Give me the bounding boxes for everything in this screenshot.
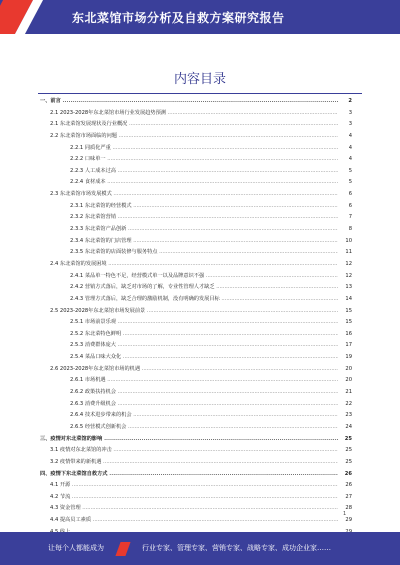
toc-entry[interactable] <box>40 422 352 434</box>
toc-entry-page: 26 <box>344 469 352 481</box>
toc-entry-page: 13 <box>344 282 352 294</box>
toc-entry-page: 7 <box>348 212 352 224</box>
toc-entry[interactable] <box>40 189 352 201</box>
toc-entry-label: 一、前言 ..... <box>40 96 338 108</box>
toc-entry[interactable] <box>40 294 352 306</box>
toc-entry[interactable] <box>40 224 352 236</box>
toc-entry-label: 2.2.4 食材成本 ..... <box>70 177 338 189</box>
toc-entry-page: 3 <box>348 108 352 120</box>
toc-entry[interactable] <box>40 340 352 352</box>
toc-entry-page: 4 <box>348 143 352 155</box>
toc-entry-label: 3.1 疫情对东北菜馆的冲击 ..... <box>50 445 338 457</box>
toc-entry[interactable] <box>40 154 352 166</box>
toc-entry-label: 2.2.2 口味单一 ..... <box>70 154 338 166</box>
toc-entry-page: 11 <box>344 247 352 259</box>
toc-entry[interactable] <box>40 306 352 318</box>
footer-slogan-right: 行业专家、管理专家、营销专家、战略专家、成功企业家…… <box>142 544 331 552</box>
toc-entry-page: 20 <box>344 375 352 387</box>
toc-entry-page: 27 <box>344 492 352 504</box>
toc-entry[interactable] <box>40 108 352 120</box>
toc-entry-page: 25 <box>344 457 352 469</box>
toc-entry[interactable] <box>40 480 352 492</box>
toc-entry-label: 2.3.4 东北菜馆的门店管理 ..... <box>70 236 338 248</box>
toc-entry-label: 4.4 提高员工素质 ..... <box>50 515 338 527</box>
document-title: 东北菜馆市场分析及自救方案研究报告 <box>72 11 285 25</box>
toc-entry-page: 14 <box>344 294 352 306</box>
toc-entry-label: 2.5.2 东北菜特色鲜明 ..... <box>70 329 338 341</box>
toc-entry[interactable] <box>40 457 352 469</box>
toc-divider <box>38 93 362 94</box>
toc-entry[interactable] <box>40 236 352 248</box>
toc-entry-page: 29 <box>344 515 352 527</box>
toc-entry[interactable] <box>40 317 352 329</box>
toc-entry[interactable] <box>40 364 352 376</box>
toc-entry-label: 2.6.3 消费升级机会 ..... <box>70 399 338 411</box>
toc-entry-label: 4.2 节流 ..... <box>50 492 338 504</box>
toc-entry-label: 2.1 2023-2028年东北菜馆市场行业发展趋势预测 ..... <box>50 108 338 120</box>
toc-entry-label: 2.5.4 菜品口味大众化 ..... <box>70 352 338 364</box>
toc-entry[interactable] <box>40 375 352 387</box>
footer-slogan-left: 让每个人都能成为 <box>48 544 104 552</box>
toc-entry-page: 4 <box>348 131 352 143</box>
toc-entry[interactable] <box>40 492 352 504</box>
toc-entry-page: 8 <box>348 224 352 236</box>
toc-entry-page: 4 <box>348 154 352 166</box>
table-of-contents <box>40 96 352 550</box>
toc-entry-label: 4.1 开源 ..... <box>50 480 338 492</box>
toc-entry[interactable] <box>40 434 352 446</box>
toc-entry-page: 28 <box>344 503 352 515</box>
toc-entry-label: 2.5.1 市场前景乐观 ..... <box>70 317 338 329</box>
toc-entry-page: 20 <box>344 364 352 376</box>
toc-entry[interactable] <box>40 247 352 259</box>
toc-entry-label: 3.2 疫情带来的新机遇 ..... <box>50 457 338 469</box>
toc-entry-page: 10 <box>344 236 352 248</box>
toc-entry[interactable] <box>40 271 352 283</box>
toc-entry-label: 2.6.1 市场机遇 ..... <box>70 375 338 387</box>
toc-entry-label: 2.6.5 经营模式创新机会 ..... <box>70 422 338 434</box>
toc-entry[interactable] <box>40 201 352 213</box>
toc-entry-label: 三、疫情对东北菜馆的影响 ..... <box>40 434 338 446</box>
toc-entry-page: 2 <box>347 96 352 108</box>
toc-entry-label: 4.3 资金管理 ..... <box>50 503 338 515</box>
toc-entry[interactable] <box>40 399 352 411</box>
toc-entry-page: 24 <box>344 422 352 434</box>
toc-entry[interactable] <box>40 131 352 143</box>
toc-entry-page: 22 <box>344 399 352 411</box>
toc-entry[interactable] <box>40 96 352 108</box>
toc-entry-page: 3 <box>348 119 352 131</box>
toc-title: 内容目录 <box>173 72 226 87</box>
toc-entry-page: 16 <box>344 329 352 341</box>
footer-accent-stripe <box>115 542 130 556</box>
toc-entry[interactable] <box>40 410 352 422</box>
toc-entry-page: 15 <box>344 317 352 329</box>
toc-entry[interactable] <box>40 282 352 294</box>
toc-entry-label: 2.5.3 消费群体庞大 ..... <box>70 340 338 352</box>
toc-entry-label: 2.4.1 菜品单一特色不足，经营模式单一以及品牌意识不强 ..... <box>70 271 338 283</box>
toc-entry-page: 15 <box>344 306 352 318</box>
toc-entry-page: 6 <box>348 189 352 201</box>
toc-entry-page: 21 <box>344 387 352 399</box>
footer-banner <box>0 532 400 565</box>
toc-entry-page: 5 <box>348 166 352 178</box>
toc-entry-label: 2.3 东北菜馆市场发展模式 ..... <box>50 189 338 201</box>
toc-entry-label: 2.4 东北菜馆的发展困境 ..... <box>50 259 338 271</box>
toc-entry-page: 26 <box>344 480 352 492</box>
toc-entry[interactable] <box>40 212 352 224</box>
toc-entry-page: 6 <box>348 201 352 213</box>
toc-entry-page: 23 <box>344 410 352 422</box>
toc-entry[interactable] <box>40 166 352 178</box>
toc-entry-page: 12 <box>344 259 352 271</box>
page-number: 1 <box>343 511 347 517</box>
toc-entry-page: 25 <box>344 445 352 457</box>
toc-entry[interactable] <box>40 119 352 131</box>
toc-entry[interactable] <box>40 503 352 515</box>
toc-entry-label: 2.3.2 东北菜馆营销 ..... <box>70 212 338 224</box>
header-banner <box>0 0 400 34</box>
toc-entry-page: 17 <box>344 340 352 352</box>
toc-entry-label: 2.3.5 东北菜馆的店面装修与服务特点 ..... <box>70 247 338 259</box>
toc-entry[interactable] <box>40 329 352 341</box>
toc-entry-label: 2.6 2023-2028年东北菜馆市场的机遇 ..... <box>50 364 338 376</box>
toc-entry[interactable] <box>40 469 352 481</box>
toc-entry[interactable] <box>40 515 352 527</box>
toc-entry[interactable] <box>40 177 352 189</box>
toc-entry-label: 2.2.1 同质化严重 ..... <box>70 143 338 155</box>
toc-entry-page: 5 <box>348 177 352 189</box>
toc-entry-label: 2.4.2 营销方式落后，缺乏对市场的了解，专业性管理人才缺乏 ..... <box>70 282 338 294</box>
toc-entry-label: 2.5 2023-2028年东北菜馆市场发展前景 ..... <box>50 306 338 318</box>
toc-entry[interactable] <box>40 445 352 457</box>
toc-entry-label: 2.6.2 政策扶持机会 ..... <box>70 387 338 399</box>
toc-entry-label: 2.6.4 技术进步带来的机会 ..... <box>70 410 338 422</box>
toc-entry[interactable] <box>40 143 352 155</box>
toc-entry[interactable] <box>40 259 352 271</box>
toc-entry[interactable] <box>40 387 352 399</box>
toc-entry-label: 2.1 东北菜馆发展现状及行业概况 ..... <box>50 119 338 131</box>
toc-entry-label: 2.4.3 管理方式落后，缺乏合理的激励机制，没有明确的发展目标 ..... <box>70 294 338 306</box>
toc-entry-label: 2.3.1 东北菜馆的经营模式 ..... <box>70 201 338 213</box>
toc-entry-page: 25 <box>344 434 352 446</box>
toc-entry-page: 12 <box>344 271 352 283</box>
toc-entry-label: 2.3.3 东北菜馆产品创新 ..... <box>70 224 338 236</box>
toc-entry-label: 2.2.3 人工成本过高 ..... <box>70 166 338 178</box>
toc-entry-page: 19 <box>344 352 352 364</box>
toc-entry-label: 四、疫情下东北菜馆自救方式 ..... <box>40 469 338 481</box>
toc-entry-label: 2.2 东北菜馆市场面临的问题 ..... <box>50 131 338 143</box>
toc-entry[interactable] <box>40 352 352 364</box>
